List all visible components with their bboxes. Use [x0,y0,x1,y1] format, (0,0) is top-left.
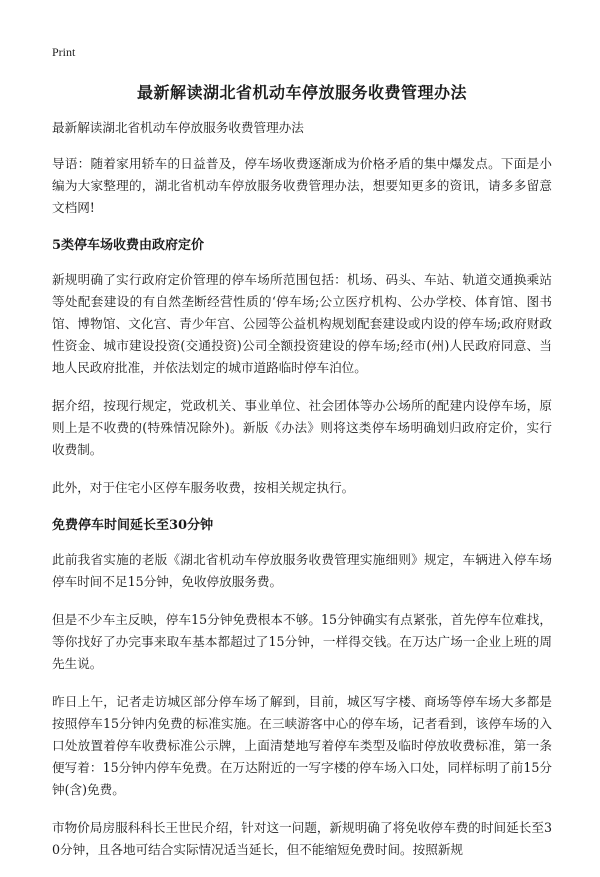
paragraph: 但是不少车主反映，停车15分钟免费根本不够。15分钟确实有点紧张，首先停车位难找，等你找好了办完事来取车基本都超过了15分钟，一样得交钱。在万达广场一企业上班的周先生说。 [52,612,552,671]
article-title: 最新解读湖北省机动车停放服务收费管理办法 [136,83,467,102]
paragraph: 此外，对于住宅小区停车服务收费，按相关规定执行。 [52,480,355,495]
section-heading: 免费停车时间延长至30分钟 [52,518,214,533]
article-subtitle: 最新解读湖北省机动车停放服务收费管理办法 [52,120,304,135]
article-body [52,117,552,877]
paragraph: 新规明确了实行政府定价管理的停车场所范围包括：机场、码头、车站、轨道交通换乘站等处配套建设的有自然垄断经营性质的‘停车场;公立医疗机构、公办学校、体育馆、图书馆、博物馆、文化宫、青少年宫、公园等公益机构规划配套建设或内设的停车场;政府财政性资金、城市建设投资(交通投资)公司全额投资建设的停车场;经市(州)人民政府同意、当地人民政府批准，并依法划定的城市道路临时停车泊位。 [52,272,552,375]
print-link[interactable]: Print [52,45,76,59]
paragraph: 市物价局房服科科长王世民介绍，针对这一问题，新规明确了将免收停车费的时间延长至30分钟，且各地可结合实际情况适当延长，但不能缩短免费时间。按照新规 [52,820,552,857]
paragraph: 此前我省实施的老版《湖北省机动车停放服务收费管理实施细则》规定，车辆进入停车场停车时间不足15分钟，免收停放服务费。 [52,552,552,589]
paragraph: 据介绍，按现行规定，党政机关、事业单位、社会团体等办公场所的配建内设停车场，原则上是不收费的(特殊情况除外)。新版《办法》则将这类停车场明确划归政府定价，实行收费制。 [52,398,552,457]
section-heading: 5类停车场收费由政府定价 [52,238,205,253]
article-intro: 导语：随着家用轿车的日益普及，停车场收费逐渐成为价格矛盾的集中爆发点。下面是小编为大家整理的，湖北省机动车停放服务收费管理办法，想要知更多的资讯，请多多留意文档网! [52,156,552,215]
paragraph: 昨日上午，记者走访城区部分停车场了解到，目前，城区写字楼、商场等停车场大多都是按照停车15分钟内免费的标准实施。在三峡游客中心的停车场，记者看到，该停车场的入口处放置着停车收费标准公示牌，上面清楚地写着停车类型及临时停放收费标准，第一条便写着：15分钟内停车免费。在万达附近的一写字楼的停车场入口处，同样标明了前15分钟(含)免费。 [52,694,552,797]
